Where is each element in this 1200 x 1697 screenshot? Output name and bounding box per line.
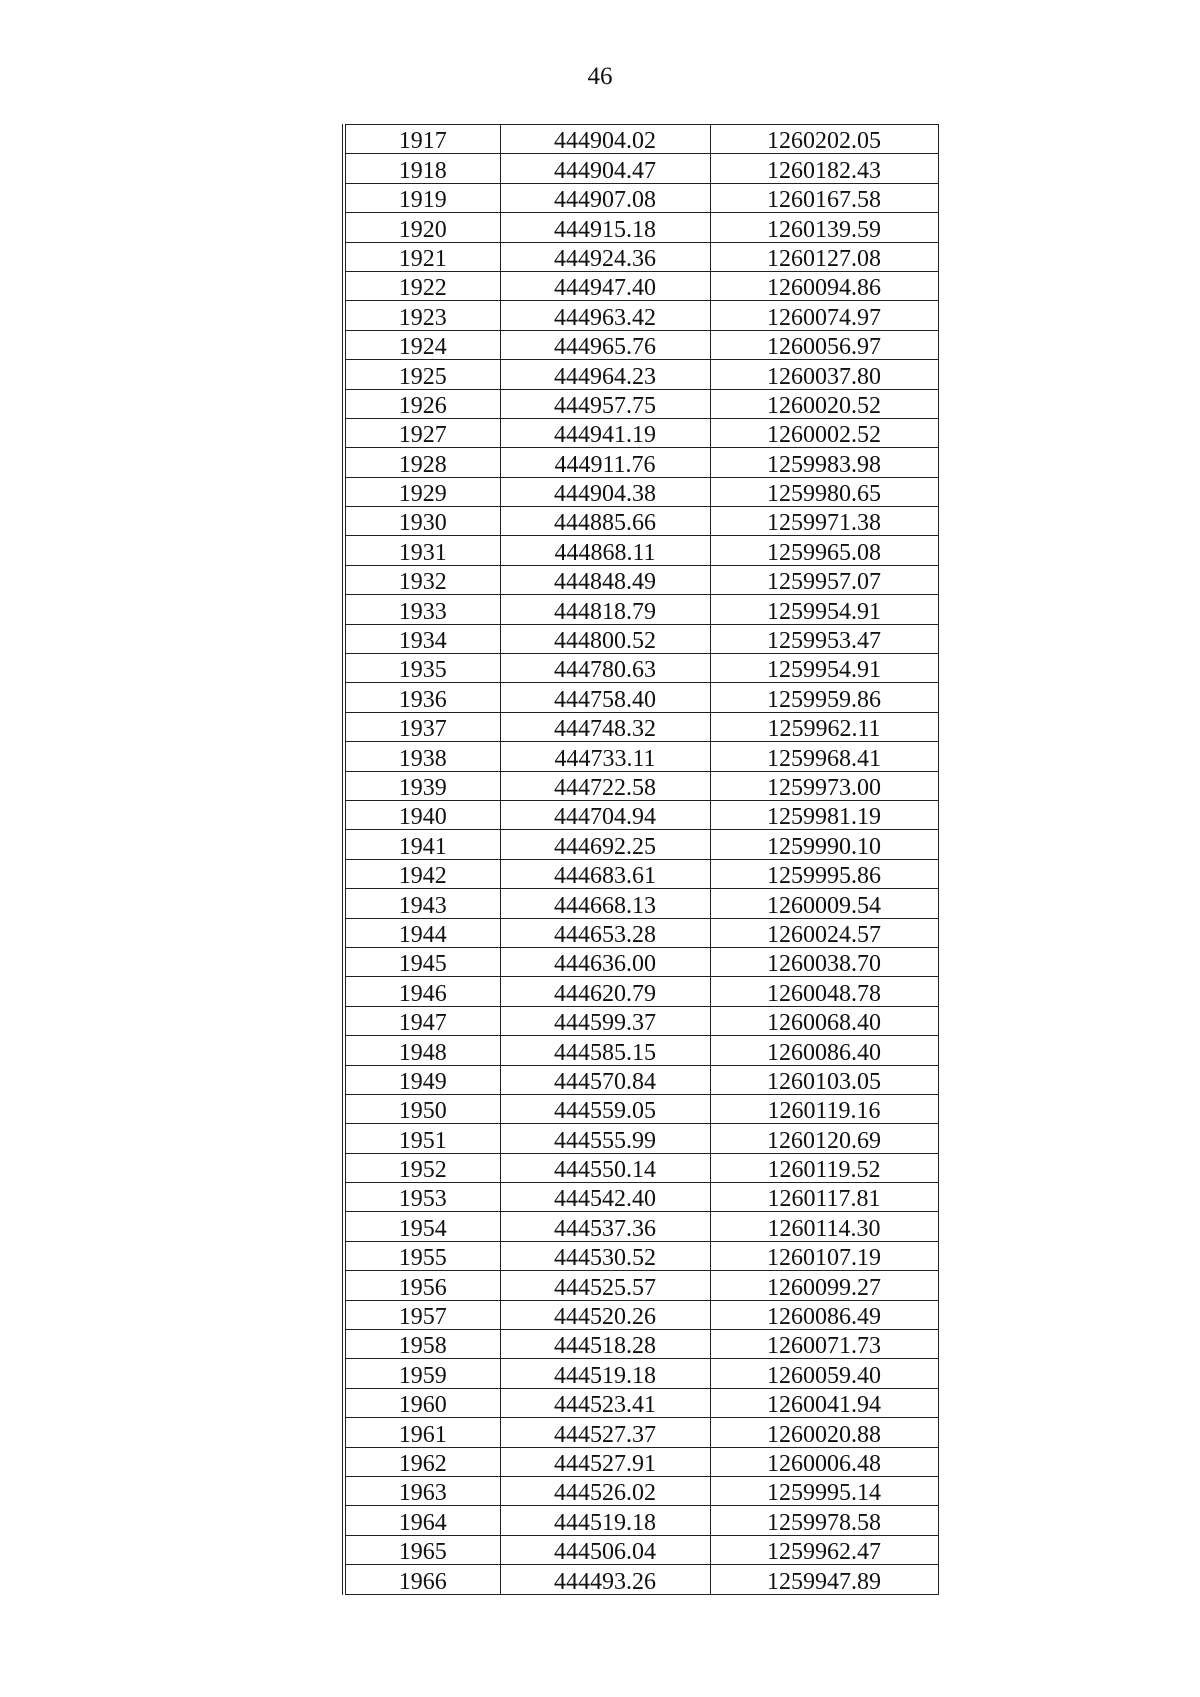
point-number-cell: 1935 [344,654,500,683]
x-coordinate-cell: 444800.52 [500,624,710,653]
table-row [344,242,938,271]
y-coordinate-cell: 1259954.91 [710,654,938,683]
x-coordinate-cell: 444704.94 [500,800,710,829]
table-row [344,183,938,212]
table-row [344,536,938,565]
y-coordinate-cell: 1260127.08 [710,242,938,271]
point-number-cell: 1917 [344,125,500,154]
y-coordinate-cell: 1259965.08 [710,536,938,565]
y-coordinate-cell: 1260094.86 [710,271,938,300]
point-number-cell: 1941 [344,830,500,859]
point-number-cell: 1932 [344,565,500,594]
point-number-cell: 1946 [344,977,500,1006]
point-number-cell: 1965 [344,1535,500,1564]
y-coordinate-cell: 1260068.40 [710,1006,938,1035]
point-number-cell: 1928 [344,448,500,477]
x-coordinate-cell: 444733.11 [500,742,710,771]
table-row [344,1506,938,1535]
point-number-cell: 1920 [344,213,500,242]
y-coordinate-cell: 1259957.07 [710,565,938,594]
y-coordinate-cell: 1260037.80 [710,360,938,389]
table-row [344,330,938,359]
point-number-cell: 1942 [344,859,500,888]
table-row [344,712,938,741]
y-coordinate-cell: 1259968.41 [710,742,938,771]
x-coordinate-cell: 444537.36 [500,1212,710,1241]
table-row [344,947,938,976]
point-number-cell: 1937 [344,712,500,741]
point-number-cell: 1953 [344,1183,500,1212]
y-coordinate-cell: 1260117.81 [710,1183,938,1212]
y-coordinate-cell: 1259973.00 [710,771,938,800]
y-coordinate-cell: 1260114.30 [710,1212,938,1241]
table-row [344,154,938,183]
x-coordinate-cell: 444963.42 [500,301,710,330]
x-coordinate-cell: 444559.05 [500,1094,710,1123]
x-coordinate-cell: 444915.18 [500,213,710,242]
point-number-cell: 1952 [344,1153,500,1182]
y-coordinate-cell: 1260099.27 [710,1271,938,1300]
table-row [344,859,938,888]
table-row [344,1418,938,1447]
point-number-cell: 1924 [344,330,500,359]
point-number-cell: 1966 [344,1565,500,1594]
table-row [344,1183,938,1212]
y-coordinate-cell: 1259971.38 [710,507,938,536]
x-coordinate-cell: 444525.57 [500,1271,710,1300]
table-row [344,918,938,947]
x-coordinate-cell: 444885.66 [500,507,710,536]
y-coordinate-cell: 1260202.05 [710,125,938,154]
y-coordinate-cell: 1259980.65 [710,477,938,506]
point-number-cell: 1949 [344,1065,500,1094]
table-row [344,624,938,653]
y-coordinate-cell: 1260119.52 [710,1153,938,1182]
x-coordinate-cell: 444519.18 [500,1359,710,1388]
table-row [344,1065,938,1094]
point-number-cell: 1925 [344,360,500,389]
y-coordinate-cell: 1260086.49 [710,1300,938,1329]
x-coordinate-cell: 444555.99 [500,1124,710,1153]
table-row [344,477,938,506]
table-row [344,360,938,389]
y-coordinate-cell: 1260048.78 [710,977,938,1006]
table-row [344,771,938,800]
y-coordinate-cell: 1260056.97 [710,330,938,359]
x-coordinate-cell: 444599.37 [500,1006,710,1035]
x-coordinate-cell: 444620.79 [500,977,710,1006]
y-coordinate-cell: 1260074.97 [710,301,938,330]
table-row [344,418,938,447]
table-row [344,1212,938,1241]
table-row [344,1330,938,1359]
table-row [344,1535,938,1564]
x-coordinate-cell: 444506.04 [500,1535,710,1564]
point-number-cell: 1961 [344,1418,500,1447]
table-row [344,271,938,300]
coordinate-table-body [344,125,938,1595]
x-coordinate-cell: 444904.02 [500,125,710,154]
y-coordinate-cell: 1260020.88 [710,1418,938,1447]
table-row [344,1094,938,1123]
point-number-cell: 1963 [344,1476,500,1505]
x-coordinate-cell: 444653.28 [500,918,710,947]
point-number-cell: 1930 [344,507,500,536]
table-row [344,213,938,242]
table-row [344,1359,938,1388]
table-row [344,1476,938,1505]
point-number-cell: 1964 [344,1506,500,1535]
table-row [344,654,938,683]
x-coordinate-cell: 444523.41 [500,1388,710,1417]
x-coordinate-cell: 444527.37 [500,1418,710,1447]
y-coordinate-cell: 1259954.91 [710,595,938,624]
y-coordinate-cell: 1259953.47 [710,624,938,653]
point-number-cell: 1955 [344,1241,500,1270]
table-row [344,683,938,712]
point-number-cell: 1938 [344,742,500,771]
table-row [344,1447,938,1476]
table-row [344,125,938,154]
point-number-cell: 1951 [344,1124,500,1153]
point-number-cell: 1918 [344,154,500,183]
x-coordinate-cell: 444585.15 [500,1036,710,1065]
point-number-cell: 1944 [344,918,500,947]
page-number: 46 [587,63,613,90]
table-row [344,565,938,594]
x-coordinate-cell: 444818.79 [500,595,710,624]
x-coordinate-cell: 444520.26 [500,1300,710,1329]
table-row [344,1388,938,1417]
x-coordinate-cell: 444748.32 [500,712,710,741]
y-coordinate-cell: 1260086.40 [710,1036,938,1065]
x-coordinate-cell: 444636.00 [500,947,710,976]
x-coordinate-cell: 444907.08 [500,183,710,212]
point-number-cell: 1948 [344,1036,500,1065]
point-number-cell: 1950 [344,1094,500,1123]
point-number-cell: 1954 [344,1212,500,1241]
point-number-cell: 1939 [344,771,500,800]
y-coordinate-cell: 1259983.98 [710,448,938,477]
point-number-cell: 1921 [344,242,500,271]
point-number-cell: 1959 [344,1359,500,1388]
table-row [344,507,938,536]
x-coordinate-cell: 444964.23 [500,360,710,389]
table-row [344,830,938,859]
x-coordinate-cell: 444758.40 [500,683,710,712]
table-row [344,1153,938,1182]
y-coordinate-cell: 1259990.10 [710,830,938,859]
y-coordinate-cell: 1260107.19 [710,1241,938,1270]
y-coordinate-cell: 1260009.54 [710,889,938,918]
y-coordinate-cell: 1260059.40 [710,1359,938,1388]
table-row [344,1300,938,1329]
point-number-cell: 1957 [344,1300,500,1329]
table-row [344,1036,938,1065]
table-row [344,1271,938,1300]
y-coordinate-cell: 1260071.73 [710,1330,938,1359]
y-coordinate-cell: 1260038.70 [710,947,938,976]
point-number-cell: 1960 [344,1388,500,1417]
y-coordinate-cell: 1260139.59 [710,213,938,242]
y-coordinate-cell: 1259995.14 [710,1476,938,1505]
point-number-cell: 1956 [344,1271,500,1300]
table-row [344,595,938,624]
x-coordinate-cell: 444911.76 [500,448,710,477]
x-coordinate-cell: 444868.11 [500,536,710,565]
y-coordinate-cell: 1260182.43 [710,154,938,183]
point-number-cell: 1931 [344,536,500,565]
y-coordinate-cell: 1259959.86 [710,683,938,712]
y-coordinate-cell: 1259978.58 [710,1506,938,1535]
y-coordinate-cell: 1260024.57 [710,918,938,947]
table-row [344,389,938,418]
x-coordinate-cell: 444957.75 [500,389,710,418]
point-number-cell: 1934 [344,624,500,653]
x-coordinate-cell: 444848.49 [500,565,710,594]
x-coordinate-cell: 444722.58 [500,771,710,800]
point-number-cell: 1962 [344,1447,500,1476]
point-number-cell: 1943 [344,889,500,918]
x-coordinate-cell: 444904.47 [500,154,710,183]
x-coordinate-cell: 444493.26 [500,1565,710,1594]
table-row [344,1565,938,1594]
x-coordinate-cell: 444947.40 [500,271,710,300]
y-coordinate-cell: 1260020.52 [710,389,938,418]
x-coordinate-cell: 444924.36 [500,242,710,271]
x-coordinate-cell: 444519.18 [500,1506,710,1535]
x-coordinate-cell: 444941.19 [500,418,710,447]
point-number-cell: 1919 [344,183,500,212]
y-coordinate-cell: 1259962.47 [710,1535,938,1564]
x-coordinate-cell: 444683.61 [500,859,710,888]
point-number-cell: 1922 [344,271,500,300]
point-number-cell: 1923 [344,301,500,330]
y-coordinate-cell: 1260002.52 [710,418,938,447]
x-coordinate-cell: 444527.91 [500,1447,710,1476]
point-number-cell: 1936 [344,683,500,712]
point-number-cell: 1945 [344,947,500,976]
x-coordinate-cell: 444692.25 [500,830,710,859]
table-row [344,977,938,1006]
x-coordinate-cell: 444668.13 [500,889,710,918]
x-coordinate-cell: 444965.76 [500,330,710,359]
y-coordinate-cell: 1259962.11 [710,712,938,741]
y-coordinate-cell: 1260167.58 [710,183,938,212]
table-row [344,1241,938,1270]
table-row [344,889,938,918]
point-number-cell: 1940 [344,800,500,829]
table-row [344,742,938,771]
point-number-cell: 1929 [344,477,500,506]
point-number-cell: 1933 [344,595,500,624]
y-coordinate-cell: 1260006.48 [710,1447,938,1476]
table-row [344,800,938,829]
coordinate-table [342,124,939,1595]
point-number-cell: 1947 [344,1006,500,1035]
x-coordinate-cell: 444570.84 [500,1065,710,1094]
table-row [344,1124,938,1153]
y-coordinate-cell: 1260120.69 [710,1124,938,1153]
y-coordinate-cell: 1259995.86 [710,859,938,888]
x-coordinate-cell: 444518.28 [500,1330,710,1359]
x-coordinate-cell: 444904.38 [500,477,710,506]
y-coordinate-cell: 1260119.16 [710,1094,938,1123]
x-coordinate-cell: 444780.63 [500,654,710,683]
y-coordinate-cell: 1259947.89 [710,1565,938,1594]
y-coordinate-cell: 1260103.05 [710,1065,938,1094]
point-number-cell: 1926 [344,389,500,418]
x-coordinate-cell: 444530.52 [500,1241,710,1270]
point-number-cell: 1958 [344,1330,500,1359]
table-row [344,448,938,477]
x-coordinate-cell: 444526.02 [500,1476,710,1505]
x-coordinate-cell: 444550.14 [500,1153,710,1182]
y-coordinate-cell: 1259981.19 [710,800,938,829]
y-coordinate-cell: 1260041.94 [710,1388,938,1417]
table-row [344,1006,938,1035]
point-number-cell: 1927 [344,418,500,447]
x-coordinate-cell: 444542.40 [500,1183,710,1212]
table-row [344,301,938,330]
